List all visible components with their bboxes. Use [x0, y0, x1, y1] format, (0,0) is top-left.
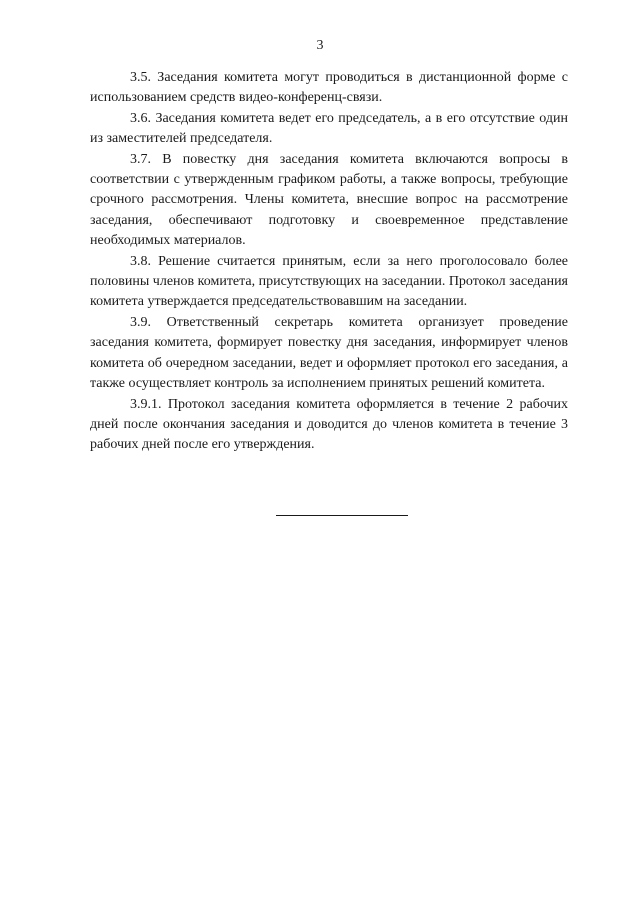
paragraph-3-8: 3.8. Решение считается принятым, если за него проголосовало более половины членов комитета, присутствующих на заседании. Протокол заседания комитета утверждается председательствовавшим на заседании.	[90, 253, 568, 310]
paragraph-3-6: 3.6. Заседания комитета ведет его председатель, а в его отсутствие один из заместителей председателя.	[90, 110, 568, 147]
end-of-document-rule	[276, 515, 408, 516]
paragraph-3-5: 3.5. Заседания комитета могут проводиться в дистанционной форме с использованием средств видео-конференц-связи.	[90, 70, 568, 106]
paragraph-3-9: 3.9. Ответственный секретарь комитета организует проведение заседания комитета, формирует повестку дня заседания, информирует членов комитета об очередном заседании, ведет и оформляет протокол его заседания, а также осуществляет контроль за исполнением принятых решений комитета.	[90, 314, 568, 392]
page-number: 3	[316, 38, 324, 53]
paragraph-3-9-1: 3.9.1. Протокол заседания комитета оформляется в течение 2 рабочих дней после окончания заседания и доводится до членов комитета в течение 3 рабочих дней после его утверждения.	[90, 396, 568, 453]
paragraph-3-7: 3.7. В повестку дня заседания комитета включаются вопросы в соответствии с утвержденным графиком работы, а также вопросы, требующие срочного рассмотрения. Члены комитета, внесшие вопрос на рассмотрение заседания, обеспечивают подготовку и своевременное представление необходимых материалов.	[90, 151, 568, 249]
document-body	[90, 68, 568, 456]
